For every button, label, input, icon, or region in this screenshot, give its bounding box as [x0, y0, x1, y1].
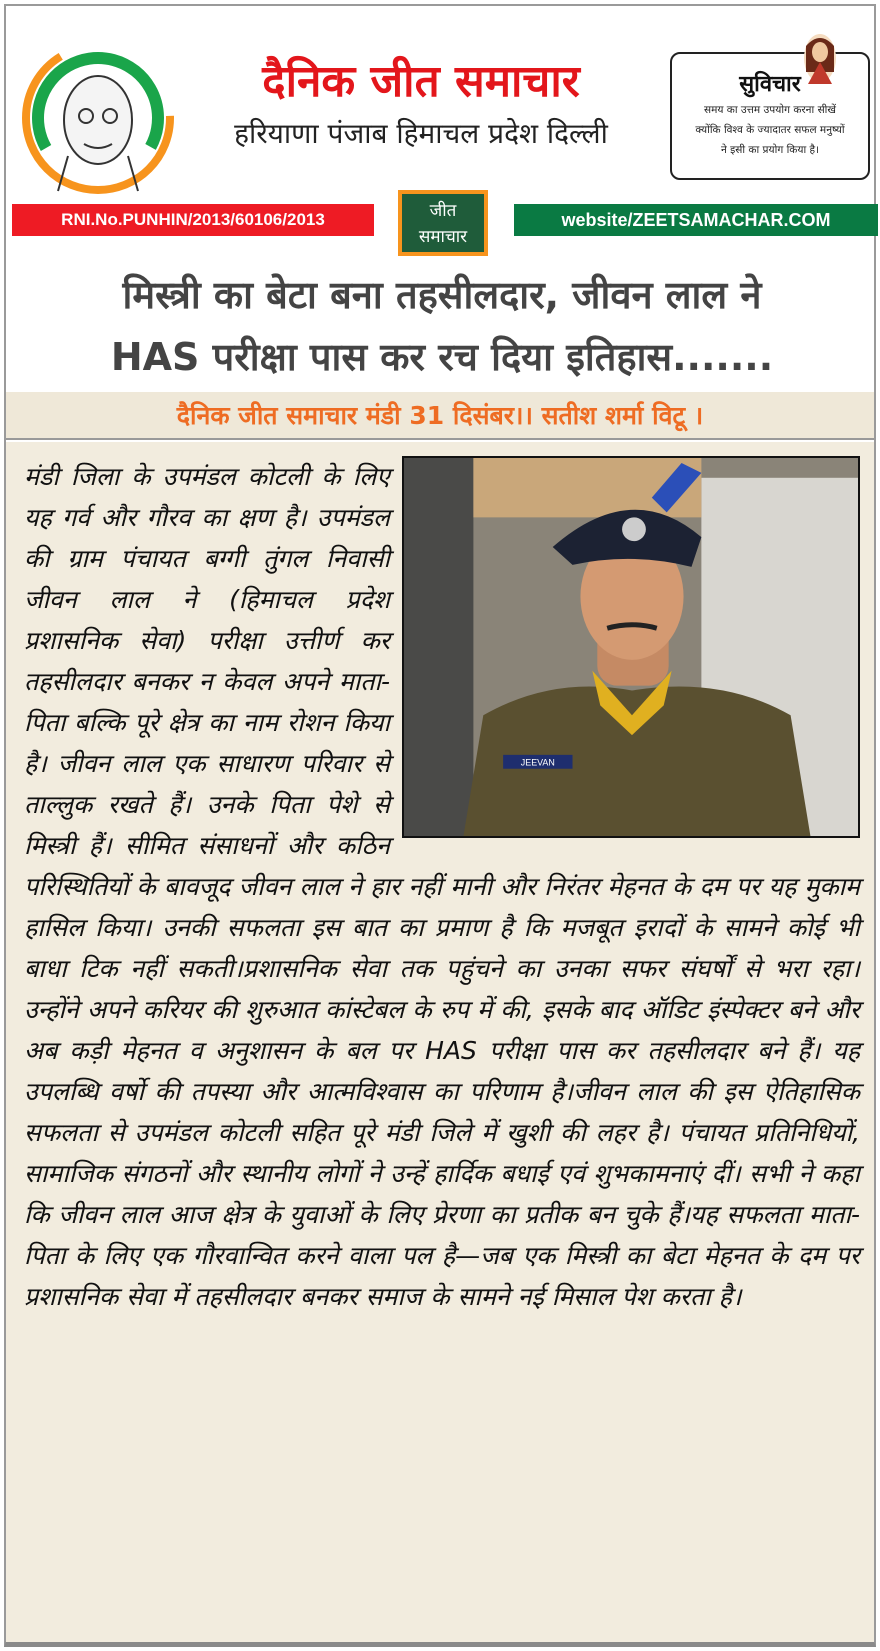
- article-headline: [16, 264, 868, 388]
- namaste-lady-icon: [802, 32, 838, 84]
- rni-number: RNI.No.PUNHIN/2013/60106/2013: [12, 204, 374, 236]
- suvichar-box: [670, 52, 870, 180]
- gandhi-logo-icon: [18, 36, 178, 196]
- officer-photo: [402, 456, 860, 838]
- headline-line: मिस्त्री का बेटा बना तहसीलदार, जीवन लाल ने: [122, 273, 762, 317]
- article-body: [6, 442, 874, 1642]
- suvichar-heading: सुविचार: [739, 72, 801, 97]
- website-link[interactable]: website/ZEETSAMACHAR.COM: [514, 204, 878, 236]
- article-byline: दैनिक जीत समाचार मंडी 31 दिसंबर।। सतीश शर्मा विटू ।: [6, 392, 874, 440]
- masthead-title: दैनिक जीत समाचार: [262, 56, 580, 107]
- mini-logo-line: जीत: [429, 201, 457, 221]
- headline-line: HAS परीक्षा पास कर रच दिया इतिहास.......: [110, 335, 774, 379]
- suvichar-line: समय का उत्तम उपयोग करना सीखें: [704, 104, 836, 116]
- newspaper-page: [4, 4, 876, 1647]
- name-badge: JEEVAN: [520, 757, 555, 768]
- suvichar-line: क्योंकि विश्व के ज्यादातर सफल मनुष्यों: [695, 124, 845, 136]
- article-text: मंडी जिला के उपमंडल कोटली के लिए यह गर्व और गौरव का क्षण है। उपमंडल की ग्राम पंचायत बग्गी तुंगल निवासी जीवन लाल ने (हिमाचल प्रदेश प्रशासनिक सेवा) परीक्षा उत्तीर्ण कर तहसीलदार बनकर न केवल अपने माता-पिता बल्कि पूरे क्षेत्र का नाम रोशन किया है। जीवन लाल एक साधारण परिवार से ताल्लुक रखते हैं। उनके पिता पेशे से मिस्त्री हैं। सीमित संसाधनों और कठिन परिस्थितियों के बावजूद जीवन लाल ने हार नहीं मानी और निरंतर मेहनत के दम पर यह मुकाम हासिल किया। उनकी सफलता इस बात का प्रमाण है कि मजबूत इरादों के सामने कोई भी बाधा टिक नहीं सकती।प्रशासनिक सेवा तक पहुंचने का उनका सफर संघर्षों से भरा रहा। उन्होंने अपने करियर की शुरुआत कांस्टेबल के रुप में की, इसके बाद ऑडिट इंस्पेक्टर बने और अब कड़ी मेहनत व अनुशासन के बल पर HAS परीक्षा पास कर तहसीलदार बने हैं। यह उपलब्धि वर्षो की तपस्या और आत्मविश्वास का परिणाम है।जीवन लाल की इस ऐतिहासिक सफलता से उपमंडल कोटली सहित पूरे मंडी जिले में खुशी की लहर है। पंचायत प्रतिनिधियों, सामाजिक संगठनों और स्थानीय लोगों ने उन्हें हार्दिक बधाई एवं शुभकामनाएं दीं। सभी ने कहा कि जीवन लाल आज क्षेत्र के युवाओं के लिए प्रेरणा का प्रतीक बन चुके हैं।यह सफलता माता-पिता के लिए एक गौरवान्वित करने वाला पल है—जब एक मिस्त्री का बेटा मेहनत के दम पर प्रशासनिक सेवा में तहसीलदार बनकर समाज के सामने नई मिसाल पेश करता है।: [24, 462, 860, 1311]
- mini-logo-line: समाचार: [418, 227, 468, 247]
- mini-logo: [398, 190, 488, 256]
- masthead-subtitle: हरियाणा पंजाब हिमाचल प्रदेश दिल्ली: [234, 117, 608, 150]
- suvichar-line: ने इसी का प्रयोग किया है।: [720, 144, 820, 156]
